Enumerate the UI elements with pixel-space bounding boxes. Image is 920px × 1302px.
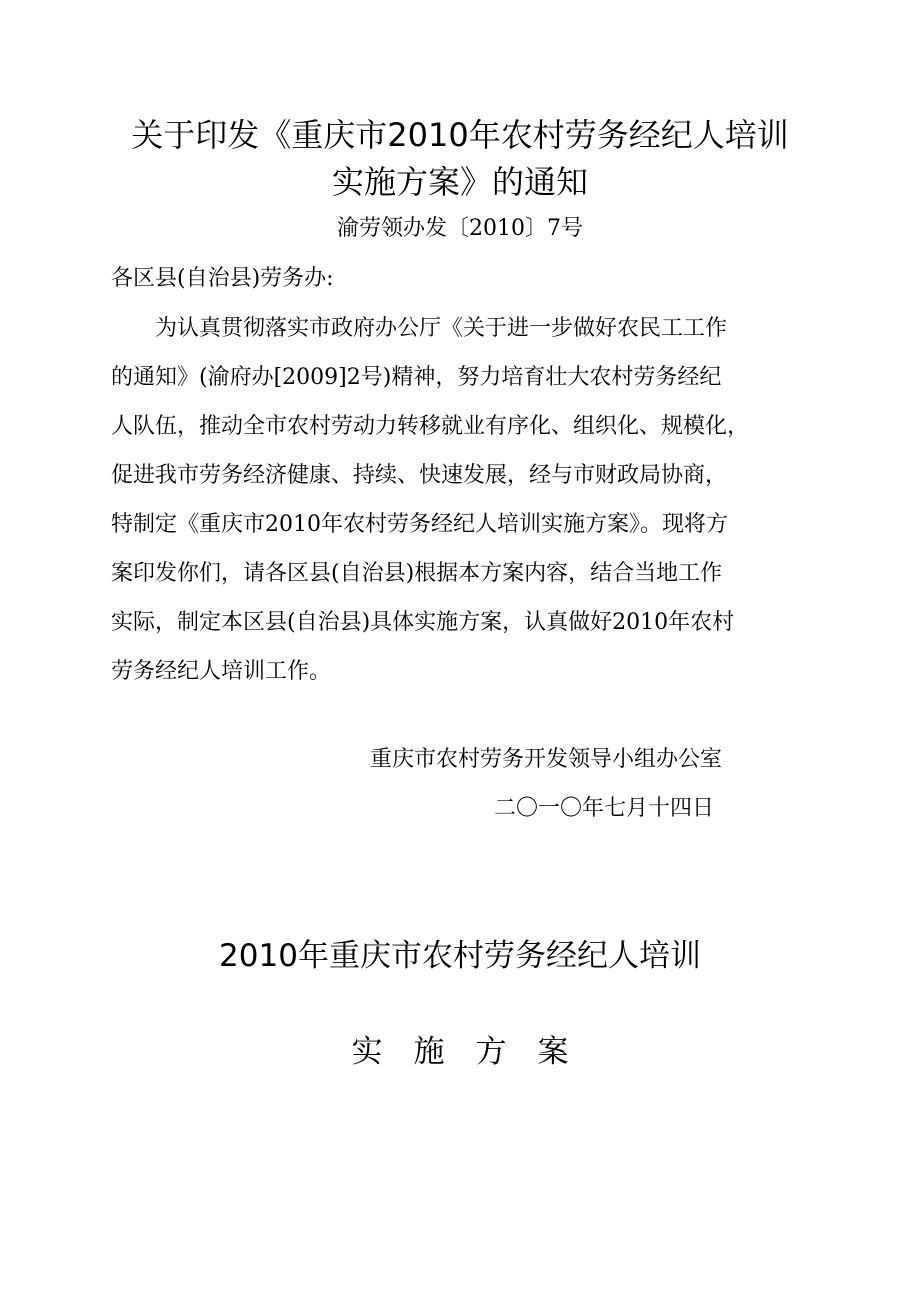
body-line-6: 案印发你们，请各区县(自治县)根据本方案内容，结合当地工作 bbox=[111, 561, 723, 586]
plan-title-line1: 2010年重庆市农村劳务经纪人培训 bbox=[219, 938, 701, 974]
body-line-3: 人队伍，推动全市农村劳动力转移就业有序化、组织化、规模化， bbox=[111, 414, 750, 439]
body-line-4: 促进我市劳务经济健康、持续、快速发展，经与市财政局协商， bbox=[111, 463, 728, 488]
salutation: 各区县(自治县)劳务办: bbox=[111, 266, 334, 291]
notice-title-line1: 关于印发《重庆市2010年农村劳务经纪人培训 bbox=[131, 116, 789, 154]
document-number: 渝劳领办发〔2010〕7号 bbox=[337, 216, 583, 241]
signature-date: 二〇一〇年七月十四日 bbox=[494, 796, 715, 821]
body-line-5: 特制定《重庆市2010年农村劳务经纪人培训实施方案》。现将方 bbox=[111, 512, 728, 537]
body-line-8: 劳务经纪人培训工作。 bbox=[111, 659, 332, 684]
signature-organization: 重庆市农村劳务开发领导小组办公室 bbox=[370, 747, 723, 772]
body-line-7: 实际，制定本区县(自治县)具体实施方案，认真做好2010年农村 bbox=[111, 610, 735, 635]
body-line-1: 为认真贯彻落实市政府办公厅《关于进一步做好农民工工作 bbox=[155, 316, 728, 341]
notice-title-line2: 实施方案》的通知 bbox=[331, 163, 588, 201]
plan-title-line2: 实 施 方 案 bbox=[351, 1034, 569, 1070]
body-line-2: 的通知》(渝府办[2009]2号)精神，努力培育壮大农村劳务经纪 bbox=[111, 365, 722, 390]
